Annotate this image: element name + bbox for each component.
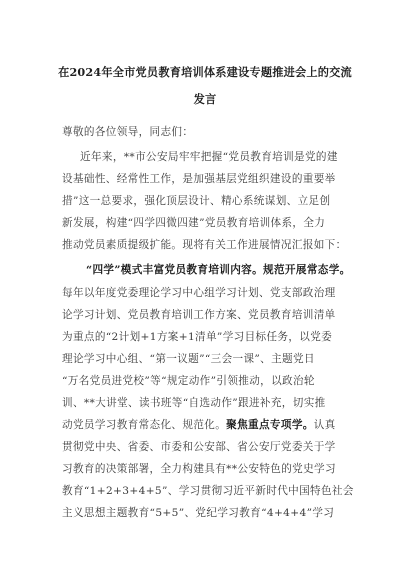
paragraph-line: 论学习计划、党员教育培训工作方案、党员教育培训清单: [62, 309, 336, 321]
paragraph-line-mixed: [62, 417, 336, 432]
document-title-line-1: 在2024年全市党员教育培训体系建设专题推进会上的交流: [58, 65, 352, 79]
paragraph-line: 习教育的决策部署，全力构建具有**公安特色的党史学习: [62, 463, 336, 475]
document-title-line-2: 发言: [193, 92, 217, 106]
paragraph-line: 设基础性、经常性工作，是加强基层党组织建设的重要举: [62, 173, 336, 185]
paragraph-line: 贯彻党中央、省委、市委和公安部、省公安厅党委关于学: [62, 441, 336, 453]
paragraph-line: 教育“1+2+3+4+5”、学习贯彻习近平新时代中国特色社会: [62, 485, 354, 497]
paragraph-line: 每年以年度党委理论学习中心组学习计划、党支部政治理: [62, 287, 336, 299]
paragraph-line: 近年来，**市公安局牢牢把握“党员教育培训是党的建: [80, 151, 338, 163]
paragraph-line: 推动党员素质提级扩能。现将有关工作进展情况汇报如下：: [62, 239, 347, 251]
paragraph-line: 训、**大讲堂、读书班等“自选动作”跟进补充，切实推: [62, 397, 326, 409]
salutation: 尊敬的各位领导，同志们：: [62, 126, 194, 138]
paragraph-line: “万名党员进党校”等“规定动作”引领推动，以政治轮: [62, 375, 315, 387]
paragraph-text: 认真: [313, 419, 336, 431]
bold-subheading: 聚焦重点专项学。: [226, 419, 314, 431]
section-heading: “四学”模式丰富党员教育培训内容。规范开展常态学。: [86, 264, 351, 276]
paragraph-line: 新发展，构建“四学四微四建”党员教育培训体系，全力: [62, 217, 326, 229]
paragraph-line: 主义思想主题教育“5+5”、党纪学习教育“4+4+4”学习: [62, 507, 335, 519]
paragraph-line: 为重点的“2计划+1方案+1清单”学习目标任务，以党委: [62, 331, 333, 343]
paragraph-text: 动党员学习教育常态化、规范化。: [62, 419, 227, 431]
paragraph-line: 理论学习中心组、“第一议题”“三会一课”、主题党日: [62, 353, 315, 365]
paragraph-line: 措”这一总要求，强化顶层设计、精心系统谋划、立足创: [62, 195, 331, 207]
